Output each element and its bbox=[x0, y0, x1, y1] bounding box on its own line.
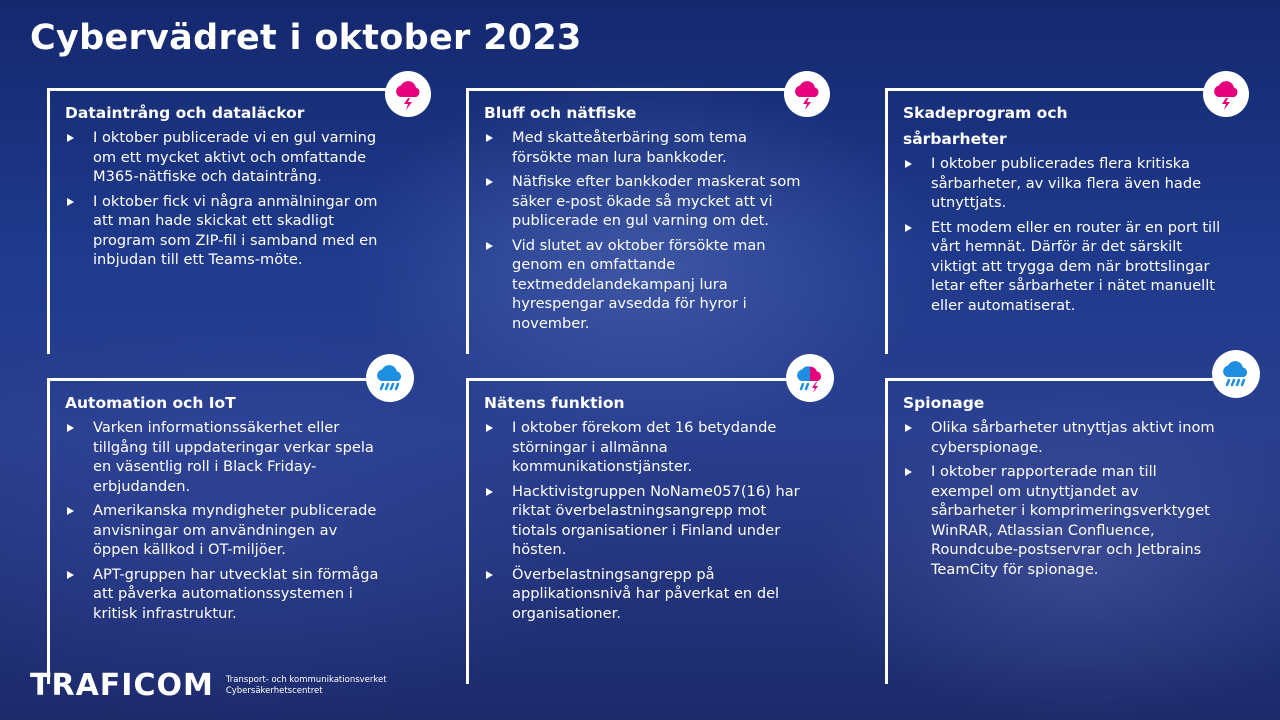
bullet-list bbox=[484, 418, 804, 628]
list-item: I oktober förekom det 16 betydande störningar i allmänna kommunikationstjänster. bbox=[484, 418, 804, 477]
list-item: APT-gruppen har utvecklat sin förmåga att påverka automationssystemen i kritisk infrastruktur. bbox=[65, 565, 385, 624]
list-item: I oktober publicerade vi en gul varning om ett mycket aktivt och omfattande M365-nätfiske och dataintrång. bbox=[65, 128, 385, 187]
list-item: Olika sårbarheter utnyttjas aktivt inom cyberspionage. bbox=[903, 418, 1223, 457]
list-item: Vid slutet av oktober försökte man genom en omfattande textmeddelandekampanj lura hyrespengar avsedda för hyror i november. bbox=[484, 236, 804, 334]
list-item: Nätfiske efter bankkoder maskerat som säker e-post ökade så mycket att vi publicerade en gul varning om det. bbox=[484, 172, 804, 231]
rain-cloud-icon bbox=[1212, 350, 1260, 398]
rain-storm-cloud-icon bbox=[786, 354, 834, 402]
panel-fraud-phishing bbox=[466, 88, 812, 354]
panel-malware-vulnerabilities bbox=[885, 88, 1231, 354]
panel-heading bbox=[903, 100, 1183, 152]
panel-data-breaches bbox=[47, 88, 393, 354]
bullet-list bbox=[484, 128, 804, 338]
list-item: I oktober fick vi några anmälningar om att man hade skickat ett skadligt program som ZIP-fil i samband med en inbjudan till ett Teams-möte. bbox=[65, 192, 385, 270]
list-item: Varken informationssäkerhet eller tillgång till uppdateringar verkar spela en väsentlig roll i Black Friday-erbjudanden. bbox=[65, 418, 385, 496]
list-item: Överbelastningsangrepp på applikationsnivå har påverkat en del organisationer. bbox=[484, 565, 804, 624]
storm-cloud-icon bbox=[784, 71, 830, 117]
panel-heading: Bluff och nätfiske bbox=[484, 104, 637, 122]
panel-espionage bbox=[885, 378, 1231, 684]
list-item: Med skatteåterbäring som tema försökte man lura bankkoder. bbox=[484, 128, 804, 167]
panel-heading-line2: sårbarheter bbox=[903, 130, 1007, 148]
list-item: I oktober rapporterade man till exempel om utnyttjandet av sårbarheter i komprimeringsverktyget WinRAR, Atlassian Confluence, Roundcube-postservrar och Jetbrains TeamCity för spionage. bbox=[903, 462, 1223, 579]
bullet-list bbox=[65, 128, 385, 275]
logo-subtitle bbox=[226, 675, 387, 697]
panel-heading: Automation och IoT bbox=[65, 394, 236, 412]
list-item: Amerikanska myndigheter publicerade anvisningar om användningen av öppen källkod i OT-miljöer. bbox=[65, 501, 385, 560]
rain-cloud-icon bbox=[366, 354, 414, 402]
list-item: Hacktivistgruppen NoName057(16) har riktat överbelastningsangrepp mot tiotals organisationer i Finland under hösten. bbox=[484, 482, 804, 560]
logo-line2: Cybersäkerhetscentret bbox=[225, 685, 323, 696]
list-item: Ett modem eller en router är en port till vårt hemnät. Därför är det särskilt viktigt att trygga dem när brottslingar letar efter sårbarheter i nätet manuellt eller automatiserat. bbox=[903, 218, 1223, 316]
panel-network-function bbox=[466, 378, 812, 684]
storm-cloud-icon bbox=[1203, 71, 1249, 117]
logo-line1: Transport- och kommunikationsverket bbox=[225, 674, 387, 685]
panel-heading-line1: Skadeprogram och bbox=[903, 104, 1068, 122]
bullet-list bbox=[903, 418, 1223, 584]
panel-heading: Nätens funktion bbox=[484, 394, 625, 412]
bullet-list bbox=[65, 418, 385, 628]
page-title: Cybervädret i oktober 2023 bbox=[30, 18, 582, 58]
panel-automation-iot bbox=[47, 378, 393, 684]
traficom-logo bbox=[30, 668, 387, 703]
list-item: I oktober publicerades flera kritiska sårbarheter, av vilka flera även hade utnyttjats. bbox=[903, 154, 1223, 213]
panel-heading: Spionage bbox=[903, 394, 985, 412]
panel-heading: Dataintrång och dataläckor bbox=[65, 104, 305, 122]
storm-cloud-icon bbox=[385, 71, 431, 117]
logo-wordmark: TRAFICOM bbox=[30, 668, 214, 703]
bullet-list bbox=[903, 154, 1223, 320]
